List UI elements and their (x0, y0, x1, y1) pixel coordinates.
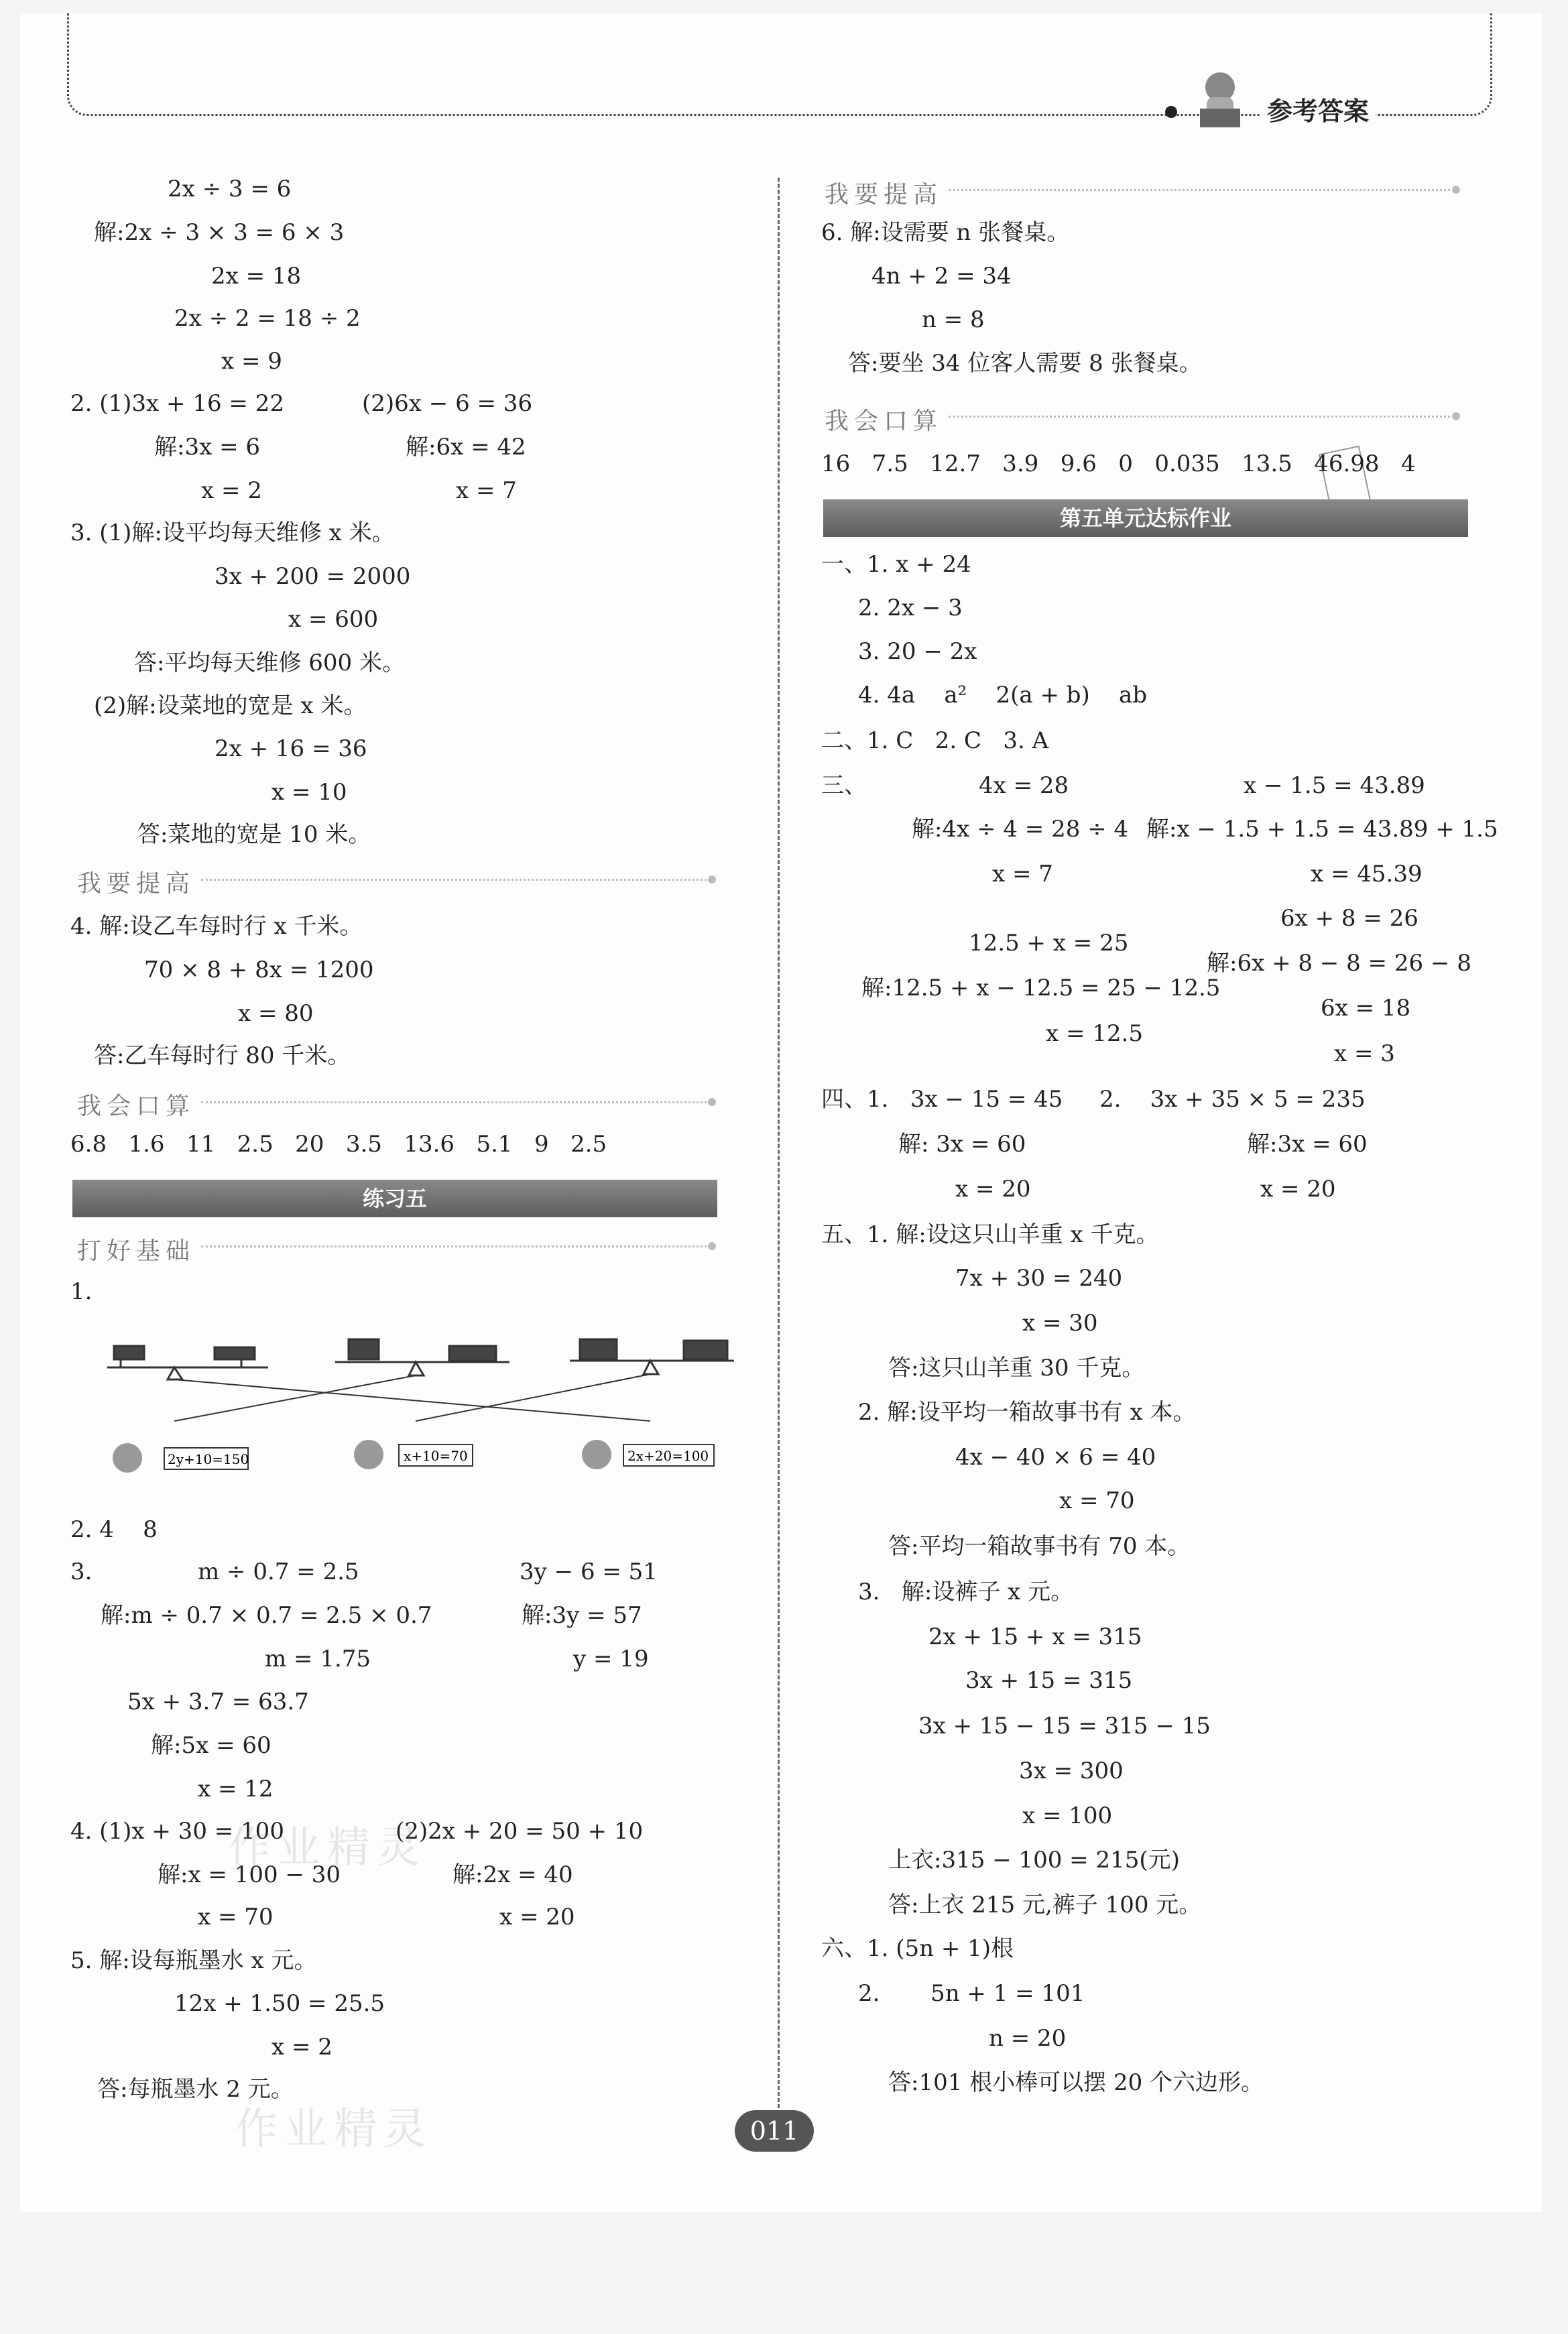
balance-scale-1 (107, 1346, 268, 1379)
equation-line: 6. 解:设需要 n 张餐桌。 (821, 219, 1070, 246)
equation-line: n = 20 (989, 2025, 1067, 2052)
equation-line: x = 100 (1022, 1802, 1113, 1829)
equation-line: 2. (1)3x + 16 = 22 (70, 390, 284, 417)
equation-line: 3. (1)解:设平均每天维修 x 米。 (70, 519, 395, 546)
equation-line: x = 20 (1260, 1176, 1336, 1203)
column-divider (778, 178, 780, 2108)
equation-line: x = 70 (1059, 1487, 1135, 1514)
equation-line: x = 20 (955, 1176, 1031, 1203)
equation-line: 答:101 根小棒可以摆 20 个六边形。 (888, 2069, 1264, 2096)
heading-rule (201, 1245, 711, 1247)
equation-line: n = 8 (922, 306, 985, 333)
equation-line: 4. 解:设乙车每时行 x 千米。 (70, 913, 363, 940)
equation-line: 12.5 + x = 25 (969, 930, 1129, 957)
equation-line: 2. 3x + 35 × 5 = 235 (1099, 1086, 1366, 1113)
equation-line: x = 7 (992, 861, 1053, 887)
equation-line: 解: 3x = 60 (898, 1131, 1026, 1158)
equation-line: 4. 4a a² 2(a + b) ab (858, 682, 1148, 709)
heading-rule (949, 416, 1455, 418)
section-banner-unit5: 第五单元达标作业 (823, 499, 1468, 537)
equation-line: 六、1. (5n + 1)根 (821, 1935, 1014, 1962)
equation-line: 3x + 15 − 15 = 315 − 15 (918, 1713, 1211, 1739)
heading-rule (949, 189, 1455, 191)
equation-tag-label: 2x+20=100 (627, 1448, 709, 1464)
equation-line: 答:平均每天维修 600 米。 (134, 650, 405, 676)
section-heading-basics: 打好基础 (77, 1237, 196, 1265)
header-dot (1165, 106, 1177, 118)
equation-line: 解:4x ÷ 4 = 28 ÷ 4 (912, 816, 1129, 843)
equation-line: 解:3x = 6 (154, 434, 260, 460)
mental-math-answers: 16 7.5 12.7 3.9 9.6 0 0.035 13.5 46.98 4 (821, 450, 1416, 477)
balance-scale-2 (335, 1339, 509, 1375)
mental-math-answers: 6.8 1.6 11 2.5 20 3.5 13.6 5.1 9 2.5 (70, 1131, 607, 1158)
equation-line: 2. 2x − 3 (858, 595, 963, 621)
equation-line: 解:6x + 8 − 8 = 26 − 8 (1207, 950, 1471, 977)
equation-line: x = 12 (198, 1776, 274, 1802)
equation-line: 4x − 40 × 6 = 40 (955, 1444, 1156, 1471)
equation-line: 解:x − 1.5 + 1.5 = 43.89 + 1.5 (1146, 816, 1498, 843)
equation-tag-label: x+10=70 (404, 1448, 468, 1464)
heading-rule (201, 1101, 711, 1103)
equation-line: 二、1. C 2. C 3. A (821, 727, 1049, 754)
equation-line: m ÷ 0.7 = 2.5 (198, 1558, 359, 1585)
equation-line: 五、1. 解:设这只山羊重 x 千克。 (821, 1221, 1159, 1248)
equation-line: 2x + 16 = 36 (215, 735, 367, 762)
equation-line: 70 × 8 + 8x = 1200 (144, 957, 374, 983)
watermark: 作业精灵 (228, 1823, 426, 1873)
reading-child-icon (1190, 67, 1250, 141)
equation-line: 3. 20 − 2x (858, 638, 977, 665)
equation-line: 5. 解:设每瓶墨水 x 元。 (70, 1947, 317, 1974)
equation-line: 2x = 18 (211, 263, 302, 290)
equation-line: 3x + 200 = 2000 (215, 563, 411, 590)
equation-line: x = 30 (1022, 1310, 1098, 1337)
equation-line: 2x ÷ 2 = 18 ÷ 2 (174, 305, 361, 332)
equation-line: 解:5x = 60 (151, 1732, 272, 1759)
question-number: 3. (70, 1558, 93, 1585)
equation-line: 答:乙车每时行 80 千米。 (94, 1042, 351, 1069)
equation-line: m = 1.75 (265, 1646, 371, 1672)
equation-line: 4n + 2 = 34 (871, 263, 1012, 290)
page-number-badge: 011 (735, 2110, 814, 2152)
equation-line: 答:每瓶墨水 2 元。 (97, 2076, 294, 2103)
equation-line: 2x ÷ 3 = 6 (168, 176, 292, 202)
equation-line: 2. 解:设平均一箱故事书有 x 本。 (858, 1399, 1196, 1426)
equation-tag-label: 2y+10=150 (168, 1451, 249, 1467)
equation-line: 解:2x = 40 (453, 1861, 573, 1888)
header-title: 参考答案 (1260, 90, 1376, 127)
equation-line: x = 80 (238, 1000, 314, 1027)
section-heading-improve: 我要提高 (77, 870, 196, 898)
section-heading-mental-math: 我会口算 (77, 1093, 196, 1120)
equation-line: (2)6x − 6 = 36 (362, 390, 533, 417)
equation-line: 4. (1)x + 30 = 100 (70, 1818, 284, 1845)
section-heading-mental-math: 我会口算 (825, 408, 943, 435)
equation-line: 解:2x ÷ 3 × 3 = 6 × 3 (94, 219, 345, 246)
equation-line: 2. 5n + 1 = 101 (858, 1980, 1085, 2007)
equation-line: 解:12.5 + x − 12.5 = 25 − 12.5 (861, 975, 1221, 1001)
equation-line: 6x = 18 (1321, 995, 1411, 1022)
equation-line: 7x + 30 = 240 (955, 1265, 1123, 1292)
equation-line: 答:平均一箱故事书有 70 本。 (888, 1533, 1191, 1560)
equation-line: x = 12.5 (1046, 1020, 1143, 1047)
question-number: 1. (70, 1278, 93, 1305)
section-heading-improve: 我要提高 (825, 181, 943, 208)
equation-line: 解:3x = 60 (1247, 1131, 1368, 1158)
equation-line: 3x = 300 (1019, 1758, 1124, 1784)
equation-line: 2x + 15 + x = 315 (928, 1623, 1142, 1650)
balance-matching-diagram (101, 1320, 737, 1508)
equation-line: 解:x = 100 − 30 (158, 1861, 341, 1888)
equation-line: x = 2 (201, 477, 262, 504)
equation-line: 上衣:315 − 100 = 215(元) (888, 1847, 1180, 1874)
heading-rule (201, 879, 711, 881)
equation-line: x = 2 (272, 2034, 333, 2061)
equation-line: 一、1. x + 24 (821, 551, 971, 578)
equation-line: 答:要坐 34 位客人需要 8 张餐桌。 (848, 350, 1202, 377)
equation-line: 4x = 28 (979, 772, 1069, 799)
equation-line: x = 3 (1334, 1040, 1395, 1067)
equation-line: 12x + 1.50 = 25.5 (174, 1990, 385, 2017)
equation-line: x = 7 (456, 477, 517, 504)
section-banner-exercise5: 练习五 (72, 1180, 717, 1217)
equation-line: 四、1. 3x − 15 = 45 (821, 1086, 1063, 1113)
equation-line: x = 70 (198, 1904, 274, 1930)
equation-line: (2)2x + 20 = 50 + 10 (396, 1818, 644, 1845)
equation-line: x = 600 (288, 606, 379, 633)
equation-line: 解:6x = 42 (406, 434, 526, 460)
equation-line: 解:3y = 57 (522, 1602, 642, 1629)
matching-lines (174, 1374, 650, 1421)
equation-line: x = 10 (272, 779, 347, 806)
balance-scale-3 (570, 1339, 734, 1374)
equation-line: 答:菜地的宽是 10 米。 (137, 821, 371, 848)
equation-line: 6x + 8 = 26 (1280, 905, 1419, 932)
equation-line: 3x + 15 = 315 (965, 1667, 1133, 1694)
watermark: 作业精灵 (235, 2105, 433, 2154)
equation-line: x − 1.5 = 43.89 (1244, 772, 1425, 799)
equation-line: 3. 解:设裤子 x 元。 (858, 1579, 1074, 1605)
equation-line: x = 20 (499, 1904, 575, 1930)
equation-line: y = 19 (573, 1646, 649, 1672)
equation-line: 5x + 3.7 = 63.7 (127, 1688, 309, 1715)
equation-line: 解:m ÷ 0.7 × 0.7 = 2.5 × 0.7 (101, 1602, 432, 1629)
equation-line: x = 9 (221, 348, 282, 375)
equation-line: x = 45.39 (1311, 861, 1423, 887)
question-number: 三、 (821, 772, 867, 799)
equation-line: 2. 4 8 (70, 1516, 158, 1543)
equation-line: 3y − 6 = 51 (520, 1558, 658, 1585)
equation-line: 答:这只山羊重 30 千克。 (888, 1355, 1145, 1381)
equation-line: 答:上衣 215 元,裤子 100 元。 (888, 1892, 1202, 1918)
equation-line: (2)解:设菜地的宽是 x 米。 (94, 692, 367, 719)
